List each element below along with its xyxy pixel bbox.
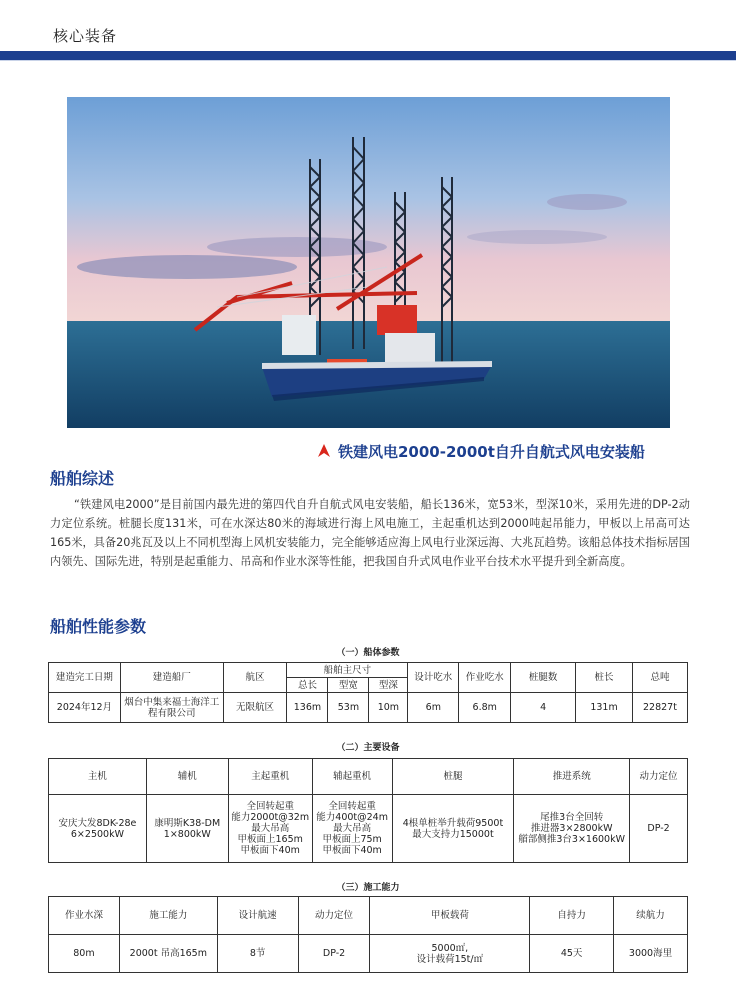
- propulsion-line-1: 尾推3台全回转: [540, 812, 604, 823]
- cell-aux-engine: [146, 795, 228, 863]
- header-area: 航区: [223, 663, 287, 693]
- cell-yard: 烟台中集来福士海洋工程有限公司: [120, 693, 223, 723]
- aux-engine-model: 康明斯K38-DM: [154, 817, 221, 829]
- header-capacity: 施工能力: [119, 897, 217, 935]
- cell-width: 53m: [328, 693, 369, 723]
- aux-crane-line-4: 甲板面上75m: [322, 834, 382, 845]
- header-tonnage: 总吨: [632, 663, 687, 693]
- header-dp: 动力定位: [298, 897, 370, 935]
- overview-title: 船舶综述: [50, 469, 115, 488]
- header-legs: 桩腿数: [511, 663, 576, 693]
- cell-date: 2024年12月: [49, 693, 121, 723]
- construction-capacity-table: [48, 896, 688, 973]
- propulsion-line-2: 推进器3×2800kW: [530, 823, 613, 834]
- legs-line-2: 最大支持力15000t: [412, 828, 494, 840]
- header-leg-length: 桩长: [576, 663, 633, 693]
- header-depth: 型深: [369, 678, 408, 693]
- cell-propulsion: [514, 795, 630, 863]
- header-dp: 动力定位: [630, 759, 688, 795]
- main-crane-line-3: 最大吊高: [251, 823, 290, 834]
- table1-title: （一）船体参数: [336, 648, 400, 658]
- cell-dp: DP-2: [298, 935, 370, 973]
- aux-crane-line-5: 甲板面下40m: [322, 845, 382, 856]
- main-crane-line-1: 全回转起重: [246, 801, 294, 812]
- deck-area: 5000㎡,: [431, 942, 469, 954]
- main-engine-model: 安庆大发8DK-28e: [58, 817, 137, 829]
- header-endurance: 自持力: [530, 897, 614, 935]
- header-width: 型宽: [328, 678, 369, 693]
- page-header: [0, 0, 736, 60]
- header-length: 总长: [287, 678, 328, 693]
- main-crane-line-4: 甲板面上165m: [237, 834, 303, 845]
- header-main-engine: 主机: [49, 759, 147, 795]
- photo-caption: 铁建风电2000-2000t自升自航式风电安装船: [338, 443, 645, 461]
- cell-area: 无限航区: [223, 693, 287, 723]
- header-design-draft: 设计吃水: [408, 663, 459, 693]
- header-divider: [0, 60, 736, 61]
- hull-params-table: [48, 662, 688, 723]
- header-aux-crane: 辅起重机: [312, 759, 392, 795]
- aux-crane-line-3: 最大吊高: [333, 823, 372, 834]
- caption-arrow-icon: [318, 444, 330, 457]
- header-work-draft: 作业吃水: [459, 663, 511, 693]
- header-yard: 建造船厂: [120, 663, 223, 693]
- cell-dp: DP-2: [630, 795, 688, 863]
- header-dimensions: 船舶主尺寸: [287, 663, 408, 678]
- deck-design-load: 设计载荷15t/㎡: [416, 953, 484, 965]
- header-bar: [0, 51, 736, 60]
- aux-crane-line-2: 能力400t@24m: [316, 812, 388, 823]
- cell-work-draft: 6.8m: [459, 693, 511, 723]
- main-crane-line-2: 能力2000t@32m: [231, 812, 310, 823]
- header-deck-load: 甲板载荷: [370, 897, 530, 935]
- aux-crane-line-1: 全回转起重: [328, 801, 376, 812]
- cell-legs: 4: [511, 693, 576, 723]
- ship-photo-illustration: [67, 97, 670, 428]
- ship-photo: [67, 97, 670, 428]
- params-title: 船舶性能参数: [50, 617, 147, 636]
- cell-length: 136m: [287, 693, 328, 723]
- cell-capacity: 2000t 吊高165m: [119, 935, 217, 973]
- equipment-table: [48, 758, 688, 863]
- table2-title: （二）主要设备: [336, 743, 400, 753]
- aux-engine-power: 1×800kW: [163, 828, 211, 840]
- header-range: 续航力: [614, 897, 688, 935]
- cell-speed: 8节: [217, 935, 298, 973]
- cell-main-engine: [49, 795, 147, 863]
- cell-leg-length: 131m: [576, 693, 633, 723]
- cell-range: 3000海里: [614, 935, 688, 973]
- cell-main-crane: [228, 795, 312, 863]
- header-work-depth: 作业水深: [49, 897, 120, 935]
- cell-legs: [392, 795, 514, 863]
- cell-tonnage: 22827t: [632, 693, 687, 723]
- header-title: 核心装备: [53, 27, 118, 45]
- header-date: 建造完工日期: [49, 663, 121, 693]
- table3-title: （三）施工能力: [336, 883, 400, 893]
- legs-line-1: 4根单桩举升载荷9500t: [402, 817, 504, 829]
- header-main-crane: 主起重机: [228, 759, 312, 795]
- cell-endurance: 45天: [530, 935, 614, 973]
- main-crane-line-5: 甲板面下40m: [240, 845, 300, 856]
- cell-aux-crane: [312, 795, 392, 863]
- cell-deck-load: [370, 935, 530, 973]
- header-propulsion: 推进系统: [514, 759, 630, 795]
- cell-work-depth: 80m: [49, 935, 120, 973]
- header-legs: 桩腿: [392, 759, 514, 795]
- overview-paragraph: “铁建风电2000”是目前国内最先进的第四代自升自航式风电安装船，船长136米，宽53米，型深10米，采用先进的DP-2动力定位系统。桩腿长度131米，可在水深达80米的海域进行海上风电施工，主起重机达到2000吨起吊能力，甲板以上吊高可达165米，具备20兆瓦及以上不同机型海上风机安装能力，完全能够适应海上风电行业深远海、大兆瓦趋势。该船总体技术指标居国内领先、国际先进，特别是起重能力、吊高和作业水深等性能，把我国自升式风电作业平台技术水平提升到全新高度。: [50, 498, 690, 568]
- header-aux-engine: 辅机: [146, 759, 228, 795]
- header-speed: 设计航速: [217, 897, 298, 935]
- propulsion-line-3: 艏部侧推3台3×1600kW: [518, 834, 625, 845]
- cell-depth: 10m: [369, 693, 408, 723]
- cell-design-draft: 6m: [408, 693, 459, 723]
- main-engine-power: 6×2500kW: [70, 828, 124, 840]
